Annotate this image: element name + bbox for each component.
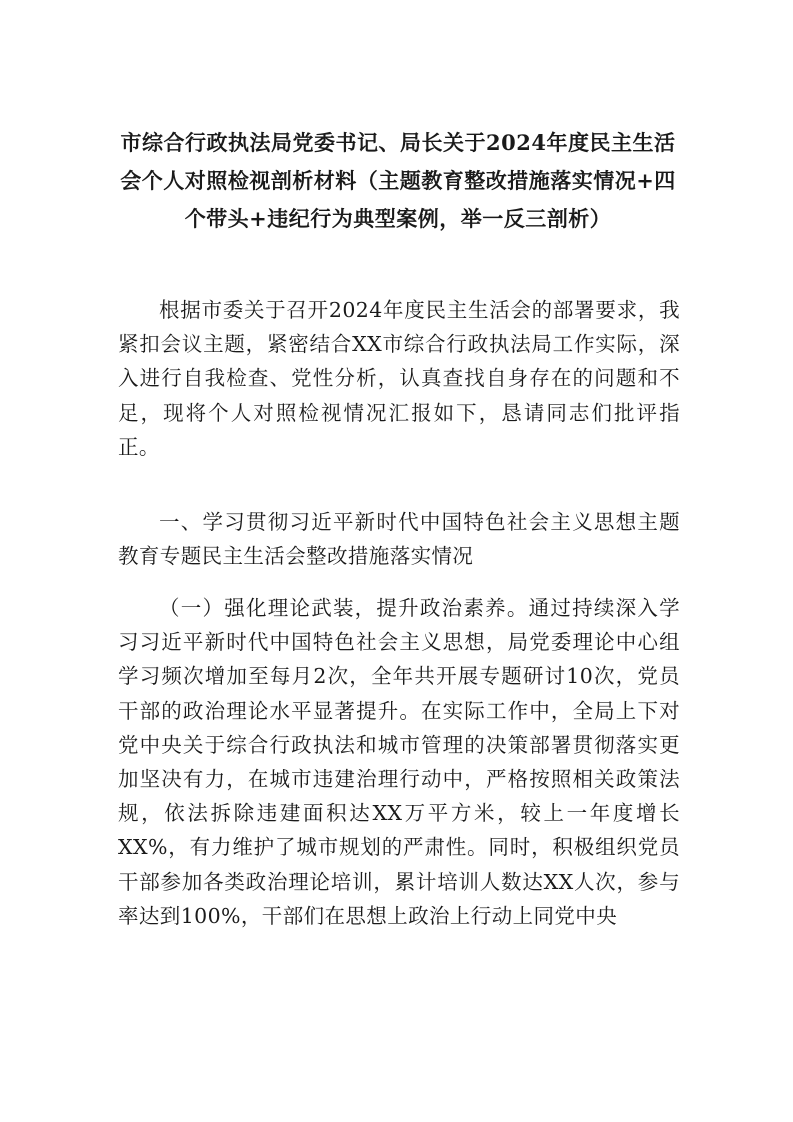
subsection-paragraph: （一）强化理论武装，提升政治素养。通过持续深入学习习近平新时代中国特色社会主义思想，局党委理论中心组学习频次增加至每月2次，全年共开展专题研讨10次，党员干部的政治理论水平显著提升。在实际工作中，全局上下对党中央关于综合行政执法和城市管理的决策部署贯彻落实更加坚决有力，在城市违建治理行动中，严格按照相关政策法规，依法拆除违建面积达XX万平方米，较上一年度增长XX%，有力维护了城市规划的严肃性。同时，积极组织党员干部参加各类政治理论培训，累计培训人数达XX人次，参与率达到100%，干部们在思想上政治上行动上同党中央 xyxy=(118,596,680,928)
section-heading: 一、学习贯彻习近平新时代中国特色社会主义思想主题教育专题民主生活会整改措施落实情况 xyxy=(118,510,680,569)
intro-paragraph: 根据市委关于召开2024年度民主生活会的部署要求，我紧扣会议主题，紧密结合XX市综合行政执法局工作实际，深入进行自我检查、党性分析，认真查找自身存在的问题和不足，现将个人对照检视情况汇报如下，恳请同志们批评指正。 xyxy=(118,298,680,459)
document-title: 市综合行政执法局党委书记、局长关于2024年度民主生活会个人对照检视剖析材料（主题教育整改措施落实情况+四个带头+违纪行为典型案例，举一反三剖析） xyxy=(120,130,676,231)
